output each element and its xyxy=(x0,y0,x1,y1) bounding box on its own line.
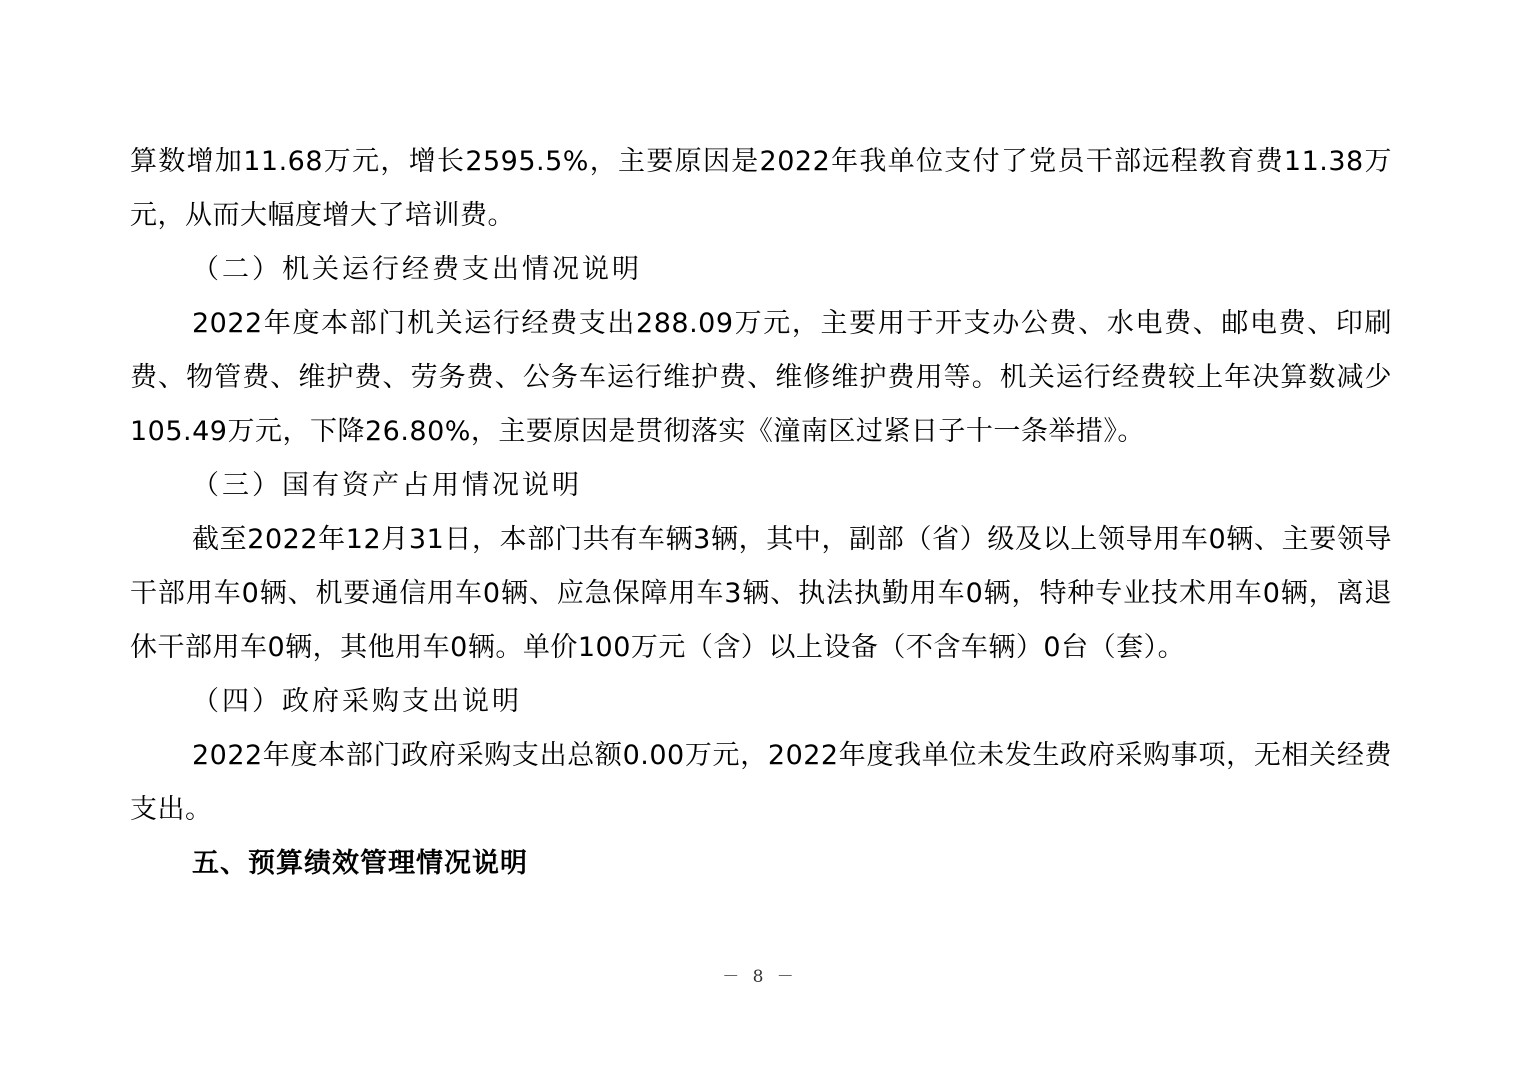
paragraph-operating-expenses: 2022年度本部门机关运行经费支出288.09万元，主要用于开支办公费、水电费、邮电费、印刷费、物管费、维护费、劳务费、公务车运行维护费、维修维护费用等。机关运行经费较上年决算数减少105.49万元，下降26.80%，主要原因是贯彻落实《潼南区过紧日子十一条举措》。 xyxy=(130,308,1392,447)
paragraph-state-assets: 截至2022年12月31日，本部门共有车辆3辆，其中，副部（省）级及以上领导用车0辆、主要领导干部用车0辆、机要通信用车0辆、应急保障用车3辆、执法执勤用车0辆，特种专业技术用车0辆，离退休干部用车0辆，其他用车0辆。单价100万元（含）以上设备（不含车辆）0台（套）。 xyxy=(130,524,1392,663)
paragraph-procurement: 2022年度本部门政府采购支出总额0.00万元，2022年度我单位未发生政府采购事项，无相关经费支出。 xyxy=(130,740,1392,825)
paragraph-training-fee: 算数增加11.68万元，增长2595.5%，主要原因是2022年我单位支付了党员干部远程教育费11.38万元，从而大幅度增大了培训费。 xyxy=(130,146,1392,231)
page-number: － 8 － xyxy=(722,967,798,987)
section-heading-state-assets: （三）国有资产占用情况说明 xyxy=(192,470,582,501)
section-heading-operating-expenses: （二）机关运行经费支出情况说明 xyxy=(192,254,642,285)
section-heading-performance-management: 五、预算绩效管理情况说明 xyxy=(192,848,528,879)
document-body xyxy=(130,135,1392,891)
section-heading-procurement: （四）政府采购支出说明 xyxy=(192,686,522,717)
